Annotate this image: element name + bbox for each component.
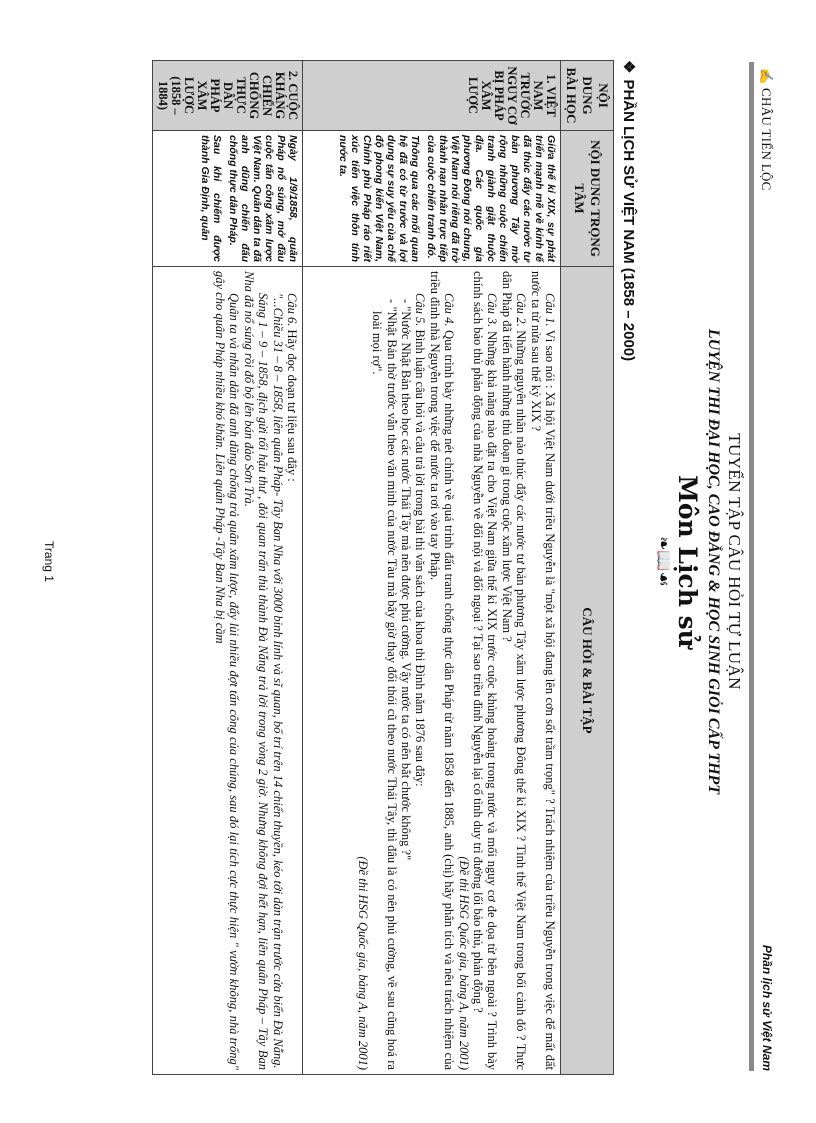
question-3: Câu 3. Những khả năng nào đặt ra cho Việt Nam giữa thế kỉ XIX trước cuộc khủng hoảng trong nước và mối nguy cơ đe dọa từ bên ngoài ? Trình bày chính sách bảo thủ phản động của nhà Nguyễn về đối nội và đối ngoại ? Tại sao triều đình Nguyễn lại cố tình duy trì đường lối bảo thủ, phản động ? <box>470 271 500 1071</box>
header-topic: NỘI DUNG BÀI HỌC <box>561 61 614 131</box>
topic-cell: 2. CUỘC KHÁNG CHIẾN CHỐNG THỰC DÂN PHÁP XÂM LƯỢC (1858 – 1884) <box>153 61 303 131</box>
question-6-excerpt-3: Quân ta và nhân dân đã anh dũng chống trả quân xâm lược, đẩy lùi nhiều đợt tấn công của chúng, sau đó lại tích cực thực hiện " vườn không, nhà trống" gây cho quân Pháp nhiều khó khăn. Liên quân Pháp -Tây Ban Nha bị cầm <box>212 271 242 1070</box>
focus-paragraph: Thông qua các mối quan hệ đã có từ trước và lợi dụng sự suy yếu của chế độ phong kiến Việt Nam, Chính phủ Pháp ráo riết xúc tiến việc thôn tính nước ta. <box>337 135 421 262</box>
focus-cell <box>303 131 561 267</box>
questions-cell <box>153 267 303 1075</box>
page-number: Trang 1 <box>42 541 56 582</box>
title-line-1: TUYỂN TẬP CÂU HỎI TỰ LUẬN <box>725 433 744 690</box>
focus-paragraph: Sau khi chiếm được thành Gia Định, quân <box>199 135 223 262</box>
questions-cell <box>303 267 561 1075</box>
question-3-source: (Đề thi HSG Quốc gia, bảng A, năm 2001) <box>456 856 471 1070</box>
header-questions: CÂU HỎI & BÀI TẬP <box>561 267 614 1075</box>
ornament-icon: ❧📖☙ <box>654 536 673 587</box>
question-6: Câu 6. Hãy đọc đoạn tư liệu sau đây : <box>285 293 299 482</box>
table-header-row <box>561 61 614 1075</box>
diamond-bullet-icon: ❖ <box>620 60 637 74</box>
author-header: ✍ CHÂU TIẾN LỘC <box>759 68 774 191</box>
section-heading-text: PHẦN LỊCH SỬ VIỆT NAM (1858 – 2000) <box>620 79 637 362</box>
header-rule <box>750 62 754 1071</box>
focus-paragraph: Giữa thế kỉ XIX, sự phát triển mạnh mẽ về kinh tế đã thúc đẩy các nước tư bản phương Tây mở rộng những cuộc chiến tranh giành giật thuộc địa. Các quốc gia phương Đông nói chung, Việt Nam nói riêng đã trở thành nạn nhân trực tiếp của cuộc chiến tranh đó. <box>425 135 557 262</box>
subject-title: Môn Lịch sử <box>673 475 702 648</box>
question-6-excerpt-2: Sáng 1 – 9 – 1858, địch gửi tối hậu thư , đòi quan trấn thủ thành Đà Nẵng trả lời trong vòng 2 giờ. Nhưng không đợi hết hạn, liên quân Pháp – Tây Ban Nha đã nổ súng rồi đổ bộ lên bán đảo Sơn Trà. <box>241 271 271 1070</box>
question-5: Câu 5. Bình luận câu hỏi và câu trả lời trong bài thi văn sách của khoa thi Đình năm 1876 sau đây: <box>413 293 428 787</box>
focus-paragraph: Ngày 1/9/1858, quân Pháp nổ súng, mở đầu cuộc tấn công xâm lược Việt Nam. Quân dân ta đã anh dũng chiến đấu chống thực dân Pháp. <box>227 135 299 262</box>
question-6-excerpt-1: "...Chiều 31 – 8 – 1858, liên quân Pháp- Tây Ban Nha với 3000 binh lính và sĩ quan, bố trí trên 14 chiến thuyền, kéo tới dàn trận trước cửa biển Đà Nẵng. <box>270 293 285 1069</box>
focus-cell <box>153 131 303 267</box>
table-row <box>153 61 303 1075</box>
question-2: Câu 2. Những nguyên nhân nào thúc đẩy các nước tư bản phương Tây xâm lược phương Đông thế kỉ XIX ? Tình thế Việt Nam trong bối cảnh đó ? Thực dân Pháp đã tiến hành những thủ đoạn gì trong cuộc xâm lược Việt Nam ? <box>499 271 529 1070</box>
question-5-source: (Đề thi HSG Quốc gia, bảng A, năm 2001) <box>355 856 370 1070</box>
question-1: Câu 1. Vì sao nói : Xã hội Việt Nam dưới triều Nguyễn là "một xã hội đang lên cơn sốt trầm trọng" ? Trách nhiệm của triều Nguyễn trong việc để mất đất nước ta từ nửa sau thế kỷ XIX ? <box>528 271 557 1070</box>
topic-cell: 1. VIỆT NAM TRƯỚC NGUY CƠ BỊ PHÁP XÂM LƯỢC <box>303 61 561 131</box>
header-rule-thin <box>749 62 750 1071</box>
question-4: Câu 4. Qua trình bày những nét chính về quá trình đấu tranh chống thực dân Pháp từ năm 1858 đến 1885, anh (chị) hãy phân tích và nêu trách nhiệm của triều đình nhà Nguyễn trong việc để nước ta rơi vào tay Pháp. <box>427 271 457 1071</box>
subject-header: Phần lịch sử Việt Nam <box>760 944 774 1071</box>
header-focus: NỘI DUNG TRỌNG TÂM <box>561 131 614 267</box>
title-block <box>653 0 744 1123</box>
question-5-quote-b: - "Nhật Bản thờ trước vẫn theo văn minh của nước Tàu mà bây giờ thay đổi thói cũ theo nước Thái Tây, thì đâu là có nên phú cường, về sau cũng hoá ra loài mọi rợ". <box>370 299 399 1070</box>
question-5-quote-a: - "Nước Nhật Bản theo học các nước Thái Tây mà nên được phú cường. Vậy nước ta có nên bắt chước không ?" <box>398 299 413 861</box>
section-heading <box>620 60 638 361</box>
title-line-2: LUYỆN THI ĐẠI HỌC, CAO ĐẲNG & HỌC SINH GIỎI CẤP THPT <box>705 328 722 795</box>
question-table <box>152 60 614 1075</box>
table-row <box>303 61 561 1075</box>
